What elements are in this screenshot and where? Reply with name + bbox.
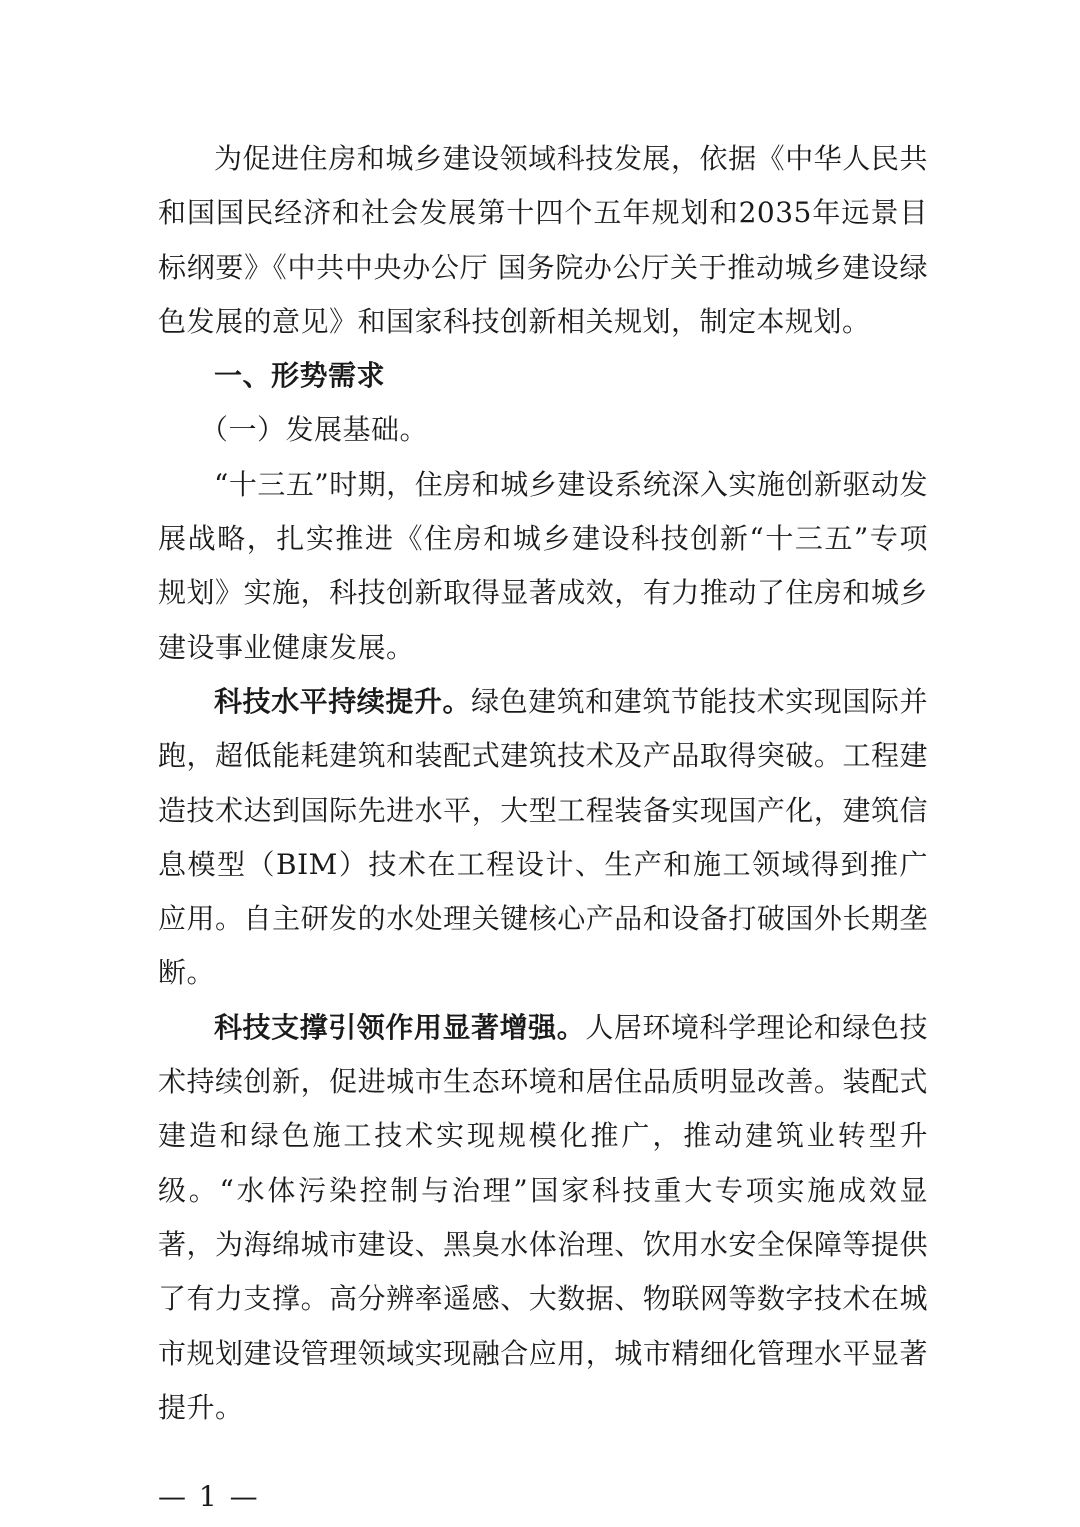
- subsection-title: （一）发展基础。: [200, 413, 429, 447]
- intro-paragraph: 为促进住房和城乡建设领域科技发展，依据《中华人民共和国国民经济和社会发展第十四个五年规划和2035年远景目标纲要》《中共中央办公厅 国务院办公厅关于推动城乡建设绿色发展的意见》和国家科技创新相关规划，制定本规划。: [158, 142, 928, 338]
- paragraph-body: 绿色建筑和建筑节能技术实现国际并跑，超低能耗建筑和装配式建筑技术及产品取得突破。工程建造技术达到国际先进水平，大型工程装备实现国产化，建筑信息模型（BIM）技术在工程设计、生产和施工领域得到推广应用。自主研发的水处理关键核心产品和设备打破国外长期垄断。: [158, 684, 928, 990]
- paragraph-lead: 科技水平持续提升。: [214, 684, 472, 718]
- section-title: 一、形势需求: [214, 359, 386, 393]
- paragraph-body: 人居环境科学理论和绿色技术持续创新，促进城市生态环境和居住品质明显改善。装配式建造和绿色施工技术实现规模化推广，推动建筑业转型升级。“水体污染控制与治理”国家科技重大专项实施成效显著，为海绵城市建设、黑臭水体治理、饮用水安全保障等提供了有力支撑。高分辨率遥感、大数据、物联网等数字技术在城市规划建设管理领域实现融合应用，城市精细化管理水平显著提升。: [158, 1010, 928, 1424]
- paragraph-tech-level: [158, 675, 928, 1001]
- paragraph-tech-support: [158, 1001, 928, 1435]
- paragraph-lead: 科技支撑引领作用显著增强。: [214, 1010, 586, 1044]
- document-body: [158, 132, 928, 1435]
- paragraph-development-basis: “十三五”时期，住房和城乡建设系统深入实施创新驱动发展战略，扎实推进《住房和城乡建设科技创新“十三五”专项规划》实施，科技创新取得显著成效，有力推动了住房和城乡建设事业健康发展。: [158, 467, 928, 664]
- page-number: — 1 —: [158, 1480, 260, 1513]
